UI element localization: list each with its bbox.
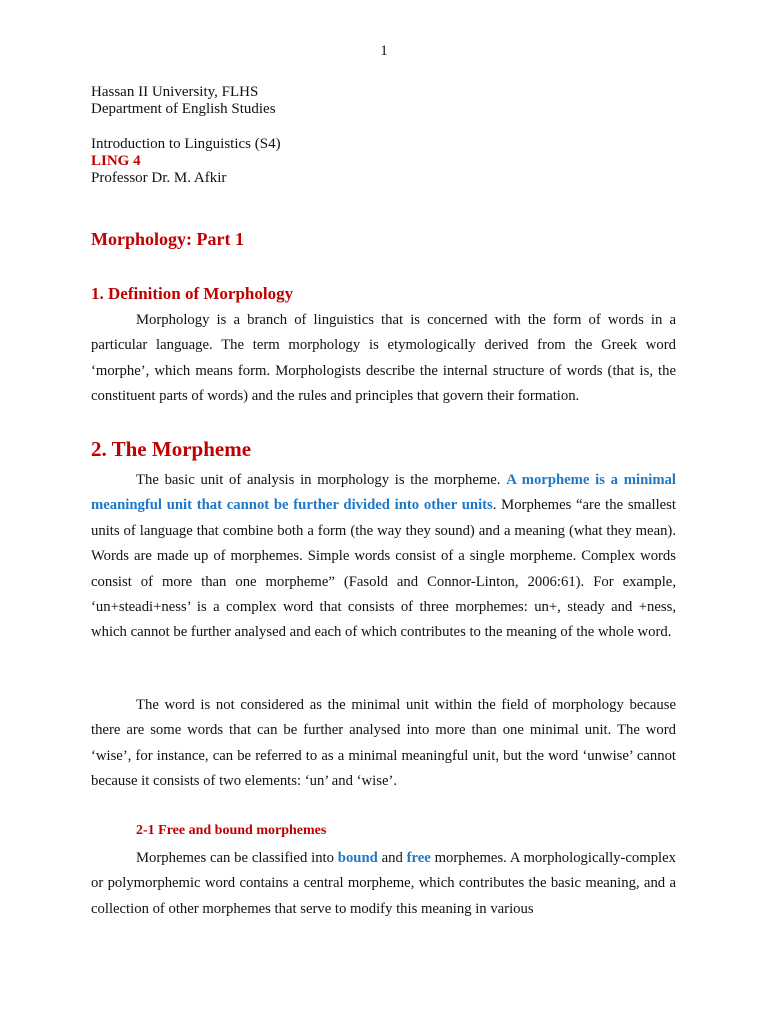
- para-text: The basic unit of analysis in morphology is the morpheme.: [136, 472, 507, 488]
- subsection-2-1-heading: 2-1 Free and bound morphemes: [136, 823, 327, 838]
- section-2-paragraph-2: The word is not considered as the minimal unit within the field of morphology because there are some words that can be further analysed into more than one minimal unit. The word ‘wise’, for instance, can be referred to as a minimal meaningful unit, but the word ‘unwise’ cannot because it consists of two elements: ‘un’ and ‘wise’.: [91, 697, 676, 790]
- section-2-heading: 2. The Morpheme: [91, 437, 252, 461]
- section-1-paragraph: Morphology is a branch of linguistics that is concerned with the form of words in a particular language. The term morphology is etymologically derived from the Greek word ‘morphe’, which means form. Morphologists describe the internal structure of words (that is, the constituent parts of words) and the rules and principles that govern their formation.: [91, 312, 676, 405]
- department-name: Department of English Studies: [91, 101, 276, 117]
- para-text: and: [377, 850, 407, 866]
- para-text: Morphemes can be classified into: [136, 850, 338, 866]
- university-name: Hassan II University, FLHS: [91, 84, 259, 100]
- page-number: 1: [380, 43, 388, 59]
- section-2-paragraph-1: [91, 468, 676, 646]
- para-text: . Morphemes “are the smallest units of language that combine both a form (the way they sound) and a meaning (what they mean). Words are made up of morphemes. Simple words consist of a single morpheme. Complex words consist of more than one morpheme” (Fasold and Connor-Linton, 2006:61). For example, ‘un+steadi+ness’ is a complex word that consists of three morphemes: un+, steady and +ness, which cannot be further analysed and each of which contributes to the meaning of the whole word.: [91, 497, 676, 641]
- section-1-heading: 1. Definition of Morphology: [91, 284, 294, 303]
- course-info: [91, 136, 281, 187]
- morpheme-definition: A morpheme is a minimal meaningful unit that cannot be further divided into other units: [91, 472, 676, 514]
- para-text: morphemes. A morphologically-complex or polymorphemic word contains a central morpheme, which contributes the basic meaning, and a collection of other morphemes that serve to modify this meaning in various: [91, 850, 676, 917]
- professor-name: Professor Dr. M. Afkir: [91, 170, 227, 186]
- term-free: free: [406, 850, 431, 866]
- term-bound: bound: [337, 850, 378, 866]
- subsection-2-1-paragraph: [91, 846, 676, 922]
- course-title: Introduction to Linguistics (S4): [91, 136, 281, 152]
- institution-header: [91, 84, 276, 118]
- document-title: Morphology: Part 1: [91, 229, 244, 249]
- course-code: LING 4: [91, 153, 141, 169]
